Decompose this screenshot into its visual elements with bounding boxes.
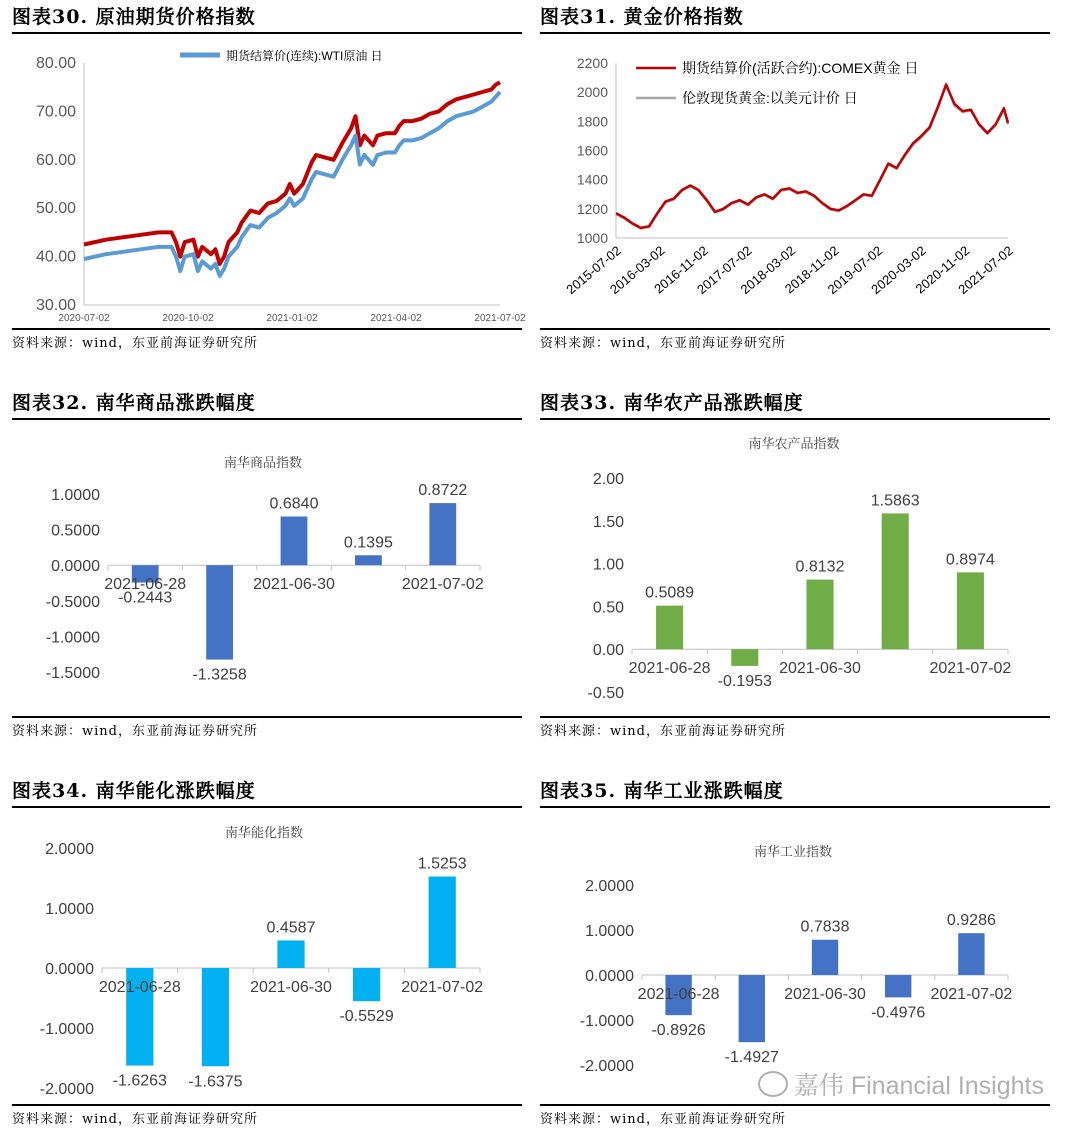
y-tick-label: -2.0000 [579,1058,634,1075]
y-tick-label: 80.00 [35,55,76,72]
x-tick-label: 2018-11-02 [781,242,842,297]
source-note: 资料来源：wind，东亚前海证券研究所 [540,724,786,739]
panel-crude-oil [12,2,526,354]
category-label: 2021-07-02 [401,576,484,594]
top-rule [12,418,522,420]
data-label: -1.3258 [192,666,247,684]
series-line [616,85,1008,228]
y-tick-label: 1600 [576,142,608,159]
bottom-rule [540,328,1050,330]
data-label: 0.8974 [945,551,995,569]
y-tick-label: 2000 [576,84,608,101]
y-tick-label: 60.00 [35,151,76,169]
y-tick-label: 1.00 [592,556,624,574]
legend-label: 伦敦现货黄金:以美元计价 日 [682,90,858,106]
y-tick-label: 0.00 [592,642,624,660]
data-label: -1.6263 [112,1072,167,1090]
panel-gold [540,2,1050,354]
category-label: 2021-06-28 [637,986,720,1003]
bar [353,968,380,1001]
data-label: 0.8132 [795,558,845,576]
x-tick-label: 2021-01-02 [266,313,318,324]
data-label: -0.8926 [651,1022,706,1040]
data-label: 0.4587 [266,919,316,937]
y-tick-label: 50.00 [35,200,76,218]
category-label: 2021-06-28 [98,979,181,996]
bar [731,649,758,666]
y-tick-label: 0.5000 [51,522,100,540]
wechat-icon [758,1071,788,1097]
top-rule [12,806,522,808]
y-tick-label: 1200 [576,200,608,217]
category-label: 2021-06-28 [104,576,187,594]
data-label: 0.5089 [645,584,695,602]
x-tick-label: 2019-07-02 [824,242,886,298]
top-rule [540,806,1050,808]
y-tick-label: 1000 [576,230,608,246]
data-label: 0.7838 [800,918,850,936]
x-tick-label: 2021-07-02 [955,242,1016,298]
bar [202,968,229,1066]
data-label: -0.5529 [339,1008,394,1026]
y-tick-label: -1.0000 [45,629,100,647]
data-label: -0.1953 [717,672,772,690]
source-note: 资料来源：wind，东亚前海证券研究所 [12,1112,258,1127]
bar [429,876,456,968]
data-label: -0.2443 [118,589,173,607]
bar [958,933,984,975]
bottom-rule [12,328,522,330]
bar [885,975,911,997]
x-tick-label: 2018-03-02 [737,242,799,298]
bottom-rule [540,1104,1050,1106]
series-line [84,92,500,276]
chart-nanhua-energy [12,809,522,1104]
bottom-rule [12,716,522,718]
source-note: 资料来源：wind，东亚前海证券研究所 [540,336,786,351]
bottom-rule [12,1104,522,1106]
bar [957,572,984,649]
y-tick-label: -2.0000 [39,1081,94,1098]
source-note: 资料来源：wind，东亚前海证券研究所 [12,336,258,351]
y-tick-label: 1.50 [592,513,624,531]
y-tick-label: -0.50 [587,685,624,702]
bar [656,606,683,650]
category-label: 2021-06-30 [784,986,866,1003]
bar [277,940,304,968]
watermark-text: 嘉伟 Financial Insights [793,1072,1044,1100]
category-label: 2021-06-30 [253,576,335,594]
x-tick-label: 2020-10-02 [162,313,214,324]
y-tick-label: 2.0000 [585,878,634,895]
x-tick-label: 2020-07-02 [58,313,110,324]
chart-nanhua-commodity [12,421,522,716]
bar [206,565,233,659]
x-tick-label: 2021-07-02 [474,313,526,324]
y-tick-label: -1.0000 [579,1013,634,1030]
category-label: 2021-07-02 [929,660,1012,678]
y-tick-label: 30.00 [35,297,76,314]
panel-nanhua-agri [540,388,1050,743]
category-label: 2021-06-30 [250,979,332,996]
data-label: 1.5863 [870,492,920,510]
chart-crude-oil [12,35,526,330]
chart-title: 南华工业指数 [753,844,833,859]
x-tick-label: 2015-07-02 [563,242,624,298]
source-note: 资料来源：wind，东亚前海证券研究所 [12,724,258,739]
x-tick-label: 2020-11-02 [912,242,973,297]
chart-nanhua-industry [540,809,1050,1104]
top-rule [540,418,1050,420]
panel-title: 图表34. 南华能化涨跌幅度 [12,780,256,802]
y-tick-label: -1.5000 [45,665,100,682]
legend-label: 期货结算价(连续):WTI原油 日 [226,49,383,63]
bar [281,516,308,565]
data-label: 1.5253 [417,855,467,873]
chart-nanhua-agri [540,421,1050,716]
data-label: 0.8722 [418,482,468,500]
panel-title: 图表30. 原油期货价格指数 [12,6,256,28]
panel-nanhua-energy [12,776,522,1131]
y-tick-label: 0.0000 [585,968,634,985]
chart-title: 南华能化指数 [224,825,304,840]
x-tick-label: 2016-03-02 [606,242,668,298]
y-tick-label: 0.50 [592,599,624,617]
data-label: -0.4976 [871,1004,926,1022]
y-tick-label: -1.0000 [39,1021,94,1038]
bar [429,503,456,565]
y-tick-label: 1.0000 [585,923,634,940]
x-tick-label: 2021-04-02 [370,313,422,324]
x-tick-label: 2016-11-02 [651,242,712,297]
y-tick-label: -0.5000 [45,593,100,611]
y-tick-label: 1400 [576,171,608,188]
y-tick-label: 2200 [576,55,608,71]
panel-title: 图表31. 黄金价格指数 [540,6,744,28]
chart-title: 南华农产品指数 [748,436,840,451]
y-tick-label: 2.0000 [45,841,94,858]
y-tick-label: 0.0000 [45,961,94,978]
y-tick-label: 70.00 [35,103,76,121]
data-label: -1.6375 [188,1073,243,1091]
y-tick-label: 1800 [576,113,608,130]
x-tick-label: 2020-03-02 [868,242,929,298]
panel-title: 图表35. 南华工业涨跌幅度 [540,780,784,802]
x-tick-label: 2017-07-02 [694,242,755,298]
category-label: 2021-07-02 [401,979,484,996]
category-label: 2021-07-02 [930,986,1013,1003]
y-tick-label: 1.0000 [51,487,100,504]
data-label: 0.6840 [269,495,319,513]
panel-title: 图表32. 南华商品涨跌幅度 [12,392,256,414]
bar [355,555,382,565]
category-label: 2021-06-30 [779,660,861,678]
data-label: -1.4927 [724,1049,779,1067]
legend-label: 期货结算价(活跃合约):COMEX黄金 日 [682,60,919,76]
y-tick-label: 1.0000 [45,901,94,918]
y-tick-label: 40.00 [35,248,76,266]
bar [806,580,833,650]
chart-title: 南华商品指数 [223,455,303,470]
y-tick-label: 0.0000 [51,558,100,576]
panel-title: 图表33. 南华农产品涨跌幅度 [540,392,804,414]
bar [812,940,838,975]
data-label: 0.9286 [946,912,996,930]
source-note: 资料来源：wind，东亚前海证券研究所 [540,1112,786,1127]
chart-gold [540,35,1050,330]
top-rule [540,32,1050,34]
bar [739,975,765,1042]
y-tick-label: 2.00 [592,471,624,488]
top-rule [12,32,522,34]
panel-nanhua-commodity [12,388,522,743]
watermark [758,1066,1044,1102]
bottom-rule [540,716,1050,718]
series-line [84,82,500,264]
bar [882,513,909,649]
category-label: 2021-06-28 [628,660,711,678]
data-label: 0.1395 [343,534,393,552]
